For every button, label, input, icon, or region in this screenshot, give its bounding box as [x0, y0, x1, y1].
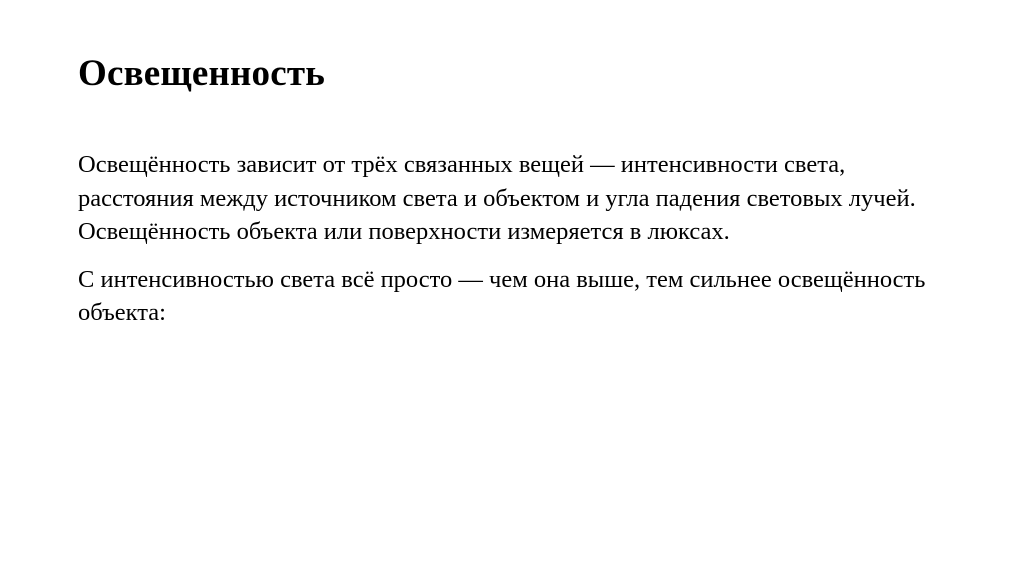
body-paragraph: Освещённость зависит от трёх связанных вещей — интенсивности света, расстояния между источником света и объектом и угла падения световых лучей. Освещённость объекта или поверхности измеряется в люксах. [78, 151, 916, 245]
page-title: Освещенность [78, 53, 325, 94]
slide-body [78, 148, 946, 330]
body-paragraph: С интенсивностью света всё просто — чем она выше, тем сильнее освещённость объекта: [78, 265, 926, 326]
